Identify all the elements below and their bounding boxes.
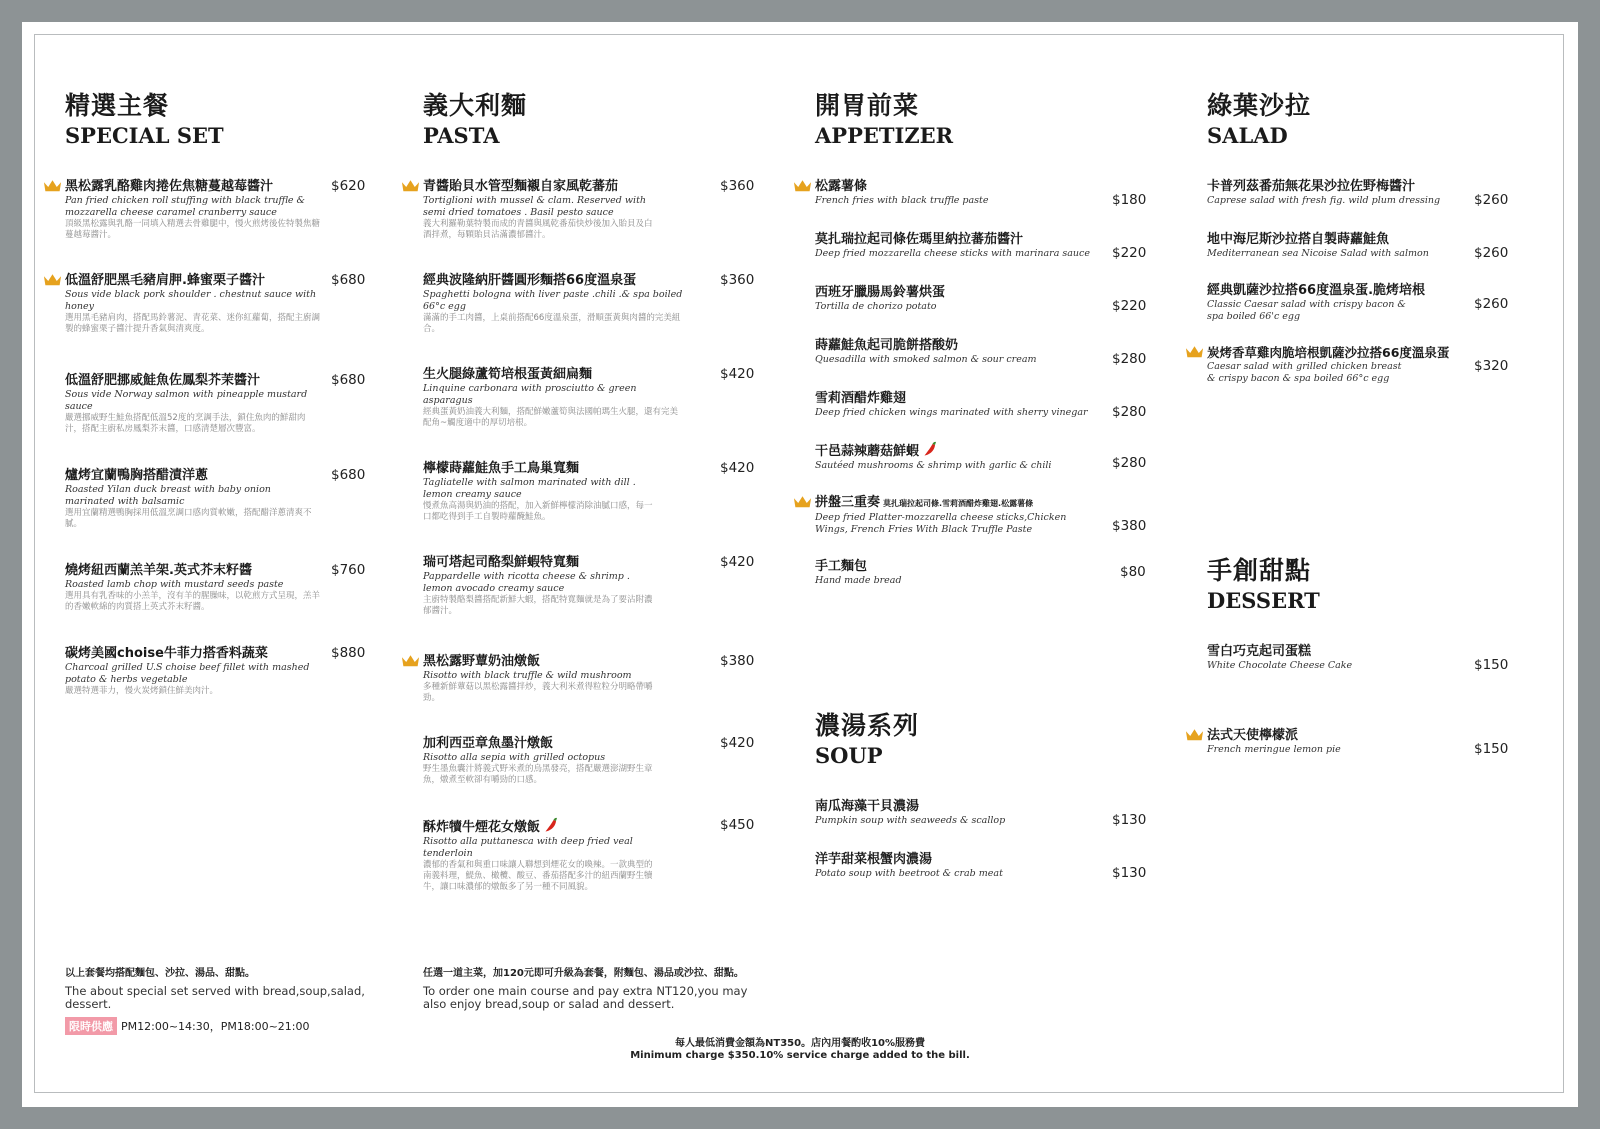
menu-item	[423, 735, 755, 786]
item-english: Tortilla de chorizo potato	[815, 301, 937, 312]
item-name: 瑞可塔起司酪梨鮮蝦特寬麵	[423, 555, 580, 570]
item-name: 雪莉酒醋炸雞翅	[815, 391, 907, 406]
special-set-section	[65, 90, 365, 697]
item-english: Roasted lamb chop with mustard seeds paste	[65, 579, 284, 590]
item-price: $150	[1474, 741, 1509, 757]
item-english: Deep fried mozzarella cheese sticks with marinara sauce	[815, 248, 1090, 259]
note-zh: 任選一道主菜，加120元即可升級為套餐，附麵包、湯品或沙拉、甜點。	[423, 968, 744, 979]
item-description: 選用宜蘭精選鴨胸採用低溫烹調口感肉質軟嫩，搭配醋洋蔥清爽不膩。	[65, 508, 312, 529]
item-name	[815, 441, 1095, 460]
item-price: $420	[720, 366, 755, 382]
menu-item	[1207, 178, 1509, 219]
item-name	[815, 494, 1075, 512]
crown-icon	[43, 273, 62, 287]
item-description: 多種新鮮蕈菇以黑松露醬拌炒，義大利米煮得粒粒分明略帶嚼勁。	[423, 682, 653, 703]
soup-section	[815, 710, 1155, 892]
item-english: Tortiglioni with mussel & clam. Reserved with semi dried tomatoes . Basil pesto sauce	[423, 195, 647, 218]
special-set-title-zh: 精選主餐	[65, 91, 170, 120]
item-description: 嚴選特選菲力，慢火炭烤鎖住鮮美肉汁。	[65, 686, 219, 696]
crown-icon	[43, 179, 62, 193]
menu-item	[815, 284, 1147, 325]
crown-icon	[401, 654, 420, 668]
salad-title-en: SALAD	[1207, 123, 1288, 148]
crown-icon	[793, 495, 812, 509]
item-english: Deep fried Platter-mozzarella cheese sticks,Chicken Wings, French Fries With Black Truffle Paste	[815, 512, 1067, 535]
menu-item	[65, 178, 366, 241]
item-price: $220	[1112, 298, 1147, 314]
item-price: $420	[720, 735, 755, 751]
menu-item	[65, 372, 366, 435]
appetizer-section	[815, 90, 1155, 599]
item-name: 西班牙臘腸馬鈴薯烘蛋	[815, 285, 946, 300]
item-price: $130	[1112, 865, 1147, 881]
menu-item	[815, 337, 1147, 378]
item-price: $260	[1474, 245, 1509, 261]
crown-icon	[1185, 345, 1204, 359]
item-english: Hand made bread	[815, 575, 902, 586]
item-description: 選用具有乳香味的小羔羊，沒有羊的腥臊味，以乾煎方式呈現，羔羊的香嫩軟綿的肉質搭上英式芥末籽醬。	[65, 591, 321, 612]
item-name: 黑松露野蕈奶油燉飯	[423, 654, 541, 669]
menu-item	[1207, 344, 1509, 396]
salad-title-zh: 綠葉沙拉	[1207, 91, 1312, 120]
item-english: Risotto alla sepia with grilled octopus	[423, 752, 606, 763]
item-english: Risotto alla puttanesca with deep fried veal tenderloin	[423, 836, 633, 859]
chili-pepper-icon	[544, 817, 558, 833]
item-english: Spaghetti bologna with liver paste .chili .& spa boiled 66°c egg	[423, 289, 683, 312]
item-name	[423, 817, 655, 836]
pasta-title-en: PASTA	[423, 123, 500, 148]
item-name: 炭烤香草雞肉脆培根凱薩沙拉搭66度溫泉蛋	[1207, 345, 1450, 360]
item-name: 低溫舒肥黑毛豬肩胛.蜂蜜栗子醬汁	[65, 273, 265, 288]
item-price: $360	[720, 178, 755, 194]
item-name: 檸檬蒔蘿鮭魚手工鳥巢寬麵	[423, 461, 580, 476]
menu-item	[1207, 231, 1509, 272]
item-description: 野生墨魚囊汁將義式野米煮的烏黑發亮，搭配嚴選澎湖野生章魚，燉煮至軟卻有嚼勁的口感。	[423, 764, 653, 785]
item-name: 蒔蘿鮭魚起司脆餅搭酸奶	[815, 338, 959, 353]
item-name: 爐烤宜蘭鴨胸搭醋漬洋蔥	[65, 468, 209, 483]
item-name: 經典凱薩沙拉搭66度溫泉蛋.脆烤培根	[1207, 283, 1426, 298]
item-description: 經典蛋黃奶油義大利麵，搭配鮮嫩蘆筍與法國帕瑪生火腿，還有完美配角~觸度適中的厚切培根。	[423, 407, 679, 428]
item-english: Sous vide Norway salmon with pineapple mustard sauce	[65, 389, 308, 412]
item-price: $80	[1120, 564, 1146, 580]
menu-item	[815, 178, 1147, 219]
item-price: $150	[1474, 657, 1509, 673]
dessert-title-zh: 手創甜點	[1207, 556, 1312, 585]
menu-item	[815, 494, 1147, 546]
item-name: 松露薯條	[815, 179, 868, 194]
menu-item	[1207, 727, 1509, 768]
item-price: $320	[1474, 358, 1509, 374]
item-name: 低溫舒肥挪威鮭魚佐鳳梨芥茉醬汁	[65, 373, 261, 388]
item-price: $280	[1112, 351, 1147, 367]
item-english: Quesadilla with smoked salmon & sour cream	[815, 354, 1037, 365]
item-description: 選用黑毛豬肩肉，搭配馬鈴薯泥、青花菜、迷你紅蘿蔔，搭配主廚調製的蜂蜜栗子醬汁提升香氣與清爽度。	[65, 313, 321, 334]
menu-item	[423, 366, 755, 429]
note-zh: 以上套餐均搭配麵包、沙拉、湯品、甜點。	[65, 968, 255, 979]
crown-icon	[1185, 728, 1204, 742]
menu-item	[423, 554, 755, 617]
item-description: 義大利羅勒葉特製而成的青醬與風乾番茄快炒後加入貽貝及白酒拌煮，每顆貽貝沾滿濃郁醬汁。	[423, 219, 653, 240]
hours-row	[65, 1015, 365, 1035]
item-description: 慢煮魚高湯與奶油的搭配，加入新鮮檸檬消除油膩口感，每一口都吃得到手工自製時蘿醃鮭魚。	[423, 501, 653, 522]
item-english: Charcoal grilled U.S choise beef fillet with mashed potato & herbs vegetable	[65, 662, 310, 685]
service-hours: PM12:00~14:30，PM18:00~21:00	[121, 1020, 310, 1033]
item-description: 嚴選挪威野生鮭魚搭配低溫52度的烹調手法，鎖住魚肉的鮮甜肉汁，搭配主廚私房鳳梨芥末醬，口感清楚層次豐富。	[65, 413, 306, 434]
crown-icon	[793, 179, 812, 193]
menu-item	[815, 231, 1147, 272]
item-english: Deep fried chicken wings marinated with sherry vinegar	[815, 407, 1088, 418]
item-description: 主廚特製酪梨醬搭配新鮮大蝦，搭配特寬麵就是為了要沾附濃郁醬汁。	[423, 595, 653, 616]
item-sub-note: 莫扎瑞拉起司條.雪莉酒醋炸雞翅.松露薯條	[883, 499, 1034, 508]
chili-pepper-icon	[923, 441, 937, 457]
item-english: Potato soup with beetroot & crab meat	[815, 868, 1003, 879]
item-price: $260	[1474, 192, 1509, 208]
item-description: 滿滿的手工肉醬，上桌前搭配66度溫泉蛋，滑順蛋黃與肉醬的完美組合。	[423, 313, 681, 334]
menu-item	[423, 460, 755, 523]
item-price: $680	[331, 467, 366, 483]
item-name: 莫扎瑞拉起司條佐瑪里納拉蕃茄醬汁	[815, 232, 1024, 247]
item-name: 青醬貽貝水管型麵襯自家風乾蕃茄	[423, 179, 619, 194]
menu-item	[815, 798, 1147, 839]
item-price: $380	[1112, 518, 1147, 534]
item-price: $420	[720, 460, 755, 476]
item-name: 南瓜海藻干貝濃湯	[815, 799, 920, 814]
menu-sheet	[22, 22, 1578, 1107]
item-description: 濃郁的香氣和與重口味讓人聯想到煙花女的喚辣。一款典型的南義料理，鯷魚、橄欖、酸豆、番茄搭配多汁的紐西蘭野生犢牛，讓口味濃郁的燉飯多了另一種不同風貌。	[423, 860, 653, 892]
item-name: 燒烤紐西蘭羔羊架.英式芥末籽醬	[65, 563, 252, 578]
item-price: $760	[331, 562, 366, 578]
item-english: Caprese salad with fresh fig. wild plum dressing	[1207, 195, 1441, 206]
item-name: 黑松露乳酪雞肉捲佐焦糖蔓越莓醬汁	[65, 179, 274, 194]
menu-item	[65, 562, 366, 613]
menu-item	[815, 441, 1147, 482]
item-english: Roasted Yilan duck breast with baby onion marinated with balsamic	[65, 484, 271, 507]
footer-zh: 每人最低消費金額為NT350。店內用餐酌收10%服務費	[675, 1038, 925, 1049]
item-name: 卡普列茲番茄無花果沙拉佐野梅醬汁	[1207, 179, 1416, 194]
item-price: $680	[331, 272, 366, 288]
item-english: Pappardelle with ricotta cheese & shrimp . lemon avocado creamy sauce	[423, 571, 630, 594]
item-price: $360	[720, 272, 755, 288]
pasta-section	[423, 90, 753, 893]
item-price: $680	[331, 372, 366, 388]
item-description: 頂級黑松露與乳酪一同填入精選去骨雞腿中，慢火煎烤後佐特製焦糖蔓越莓醬汁。	[65, 219, 321, 240]
item-english: Sous vide black pork shoulder . chestnut sauce with honey	[65, 289, 317, 312]
item-name: 生火腿綠蘆筍培根蛋黃細扁麵	[423, 367, 593, 382]
menu-item	[815, 390, 1147, 431]
dessert-section	[1207, 555, 1537, 768]
item-price: $420	[720, 554, 755, 570]
item-price: $260	[1474, 296, 1509, 312]
item-name: 碳烤美國choise牛菲力搭香料蔬菜	[65, 646, 268, 661]
menu-item	[65, 467, 366, 530]
salad-section	[1207, 90, 1537, 396]
menu-item	[423, 653, 755, 704]
item-name: 地中海尼斯沙拉搭自製蒔蘿鮭魚	[1207, 232, 1390, 247]
item-name-text: 酥炸犢牛煙花女燉飯	[423, 820, 541, 835]
item-name-text: 干邑蒜辣蘑菇鮮蝦	[815, 444, 920, 459]
item-english: French fries with black truffle paste	[815, 195, 989, 206]
item-english: Tagliatelle with salmon marinated with dill . lemon creamy sauce	[423, 477, 636, 500]
item-price: $620	[331, 178, 366, 194]
item-english: French meringue lemon pie	[1207, 744, 1341, 755]
item-price: $180	[1112, 192, 1147, 208]
menu-item	[815, 558, 1146, 599]
dessert-title-en: DESSERT	[1207, 588, 1320, 613]
note-en: The about special set served with bread,soup,salad, dessert.	[65, 984, 365, 1011]
special-set-title-en: SPECIAL SET	[65, 123, 224, 148]
item-english: Sautéed mushrooms & shrimp with garlic & chili	[815, 460, 1052, 471]
pasta-title-zh: 義大利麵	[423, 91, 528, 120]
item-name: 雪白巧克起司蛋糕	[1207, 644, 1312, 659]
limited-time-badge: 限時供應	[65, 1017, 117, 1035]
crown-icon	[401, 179, 420, 193]
menu-item	[65, 645, 366, 697]
note-en: To order one main course and pay extra NT120,you may also enjoy bread,soup or salad and dessert.	[423, 984, 748, 1011]
item-name: 洋芋甜菜根蟹肉濃湯	[815, 852, 933, 867]
item-english: Mediterranean sea Nicoise Salad with salmon	[1207, 248, 1429, 259]
soup-title-zh: 濃湯系列	[815, 711, 920, 740]
item-name: 加利西亞章魚墨汁燉飯	[423, 736, 554, 751]
item-name-text: 拼盤三重奏	[815, 495, 881, 510]
menu-item	[1207, 282, 1509, 334]
pasta-note	[423, 964, 753, 1011]
item-english: Linquine carbonara with prosciutto & green asparagus	[423, 383, 637, 406]
item-price: $280	[1112, 455, 1147, 471]
menu-item	[1207, 643, 1509, 684]
special-set-note	[65, 964, 365, 1035]
footer-en: Minimum charge $350.10% service charge added to the bill.	[630, 1050, 970, 1061]
item-price: $450	[720, 817, 755, 833]
item-name: 法式天使檸檬派	[1207, 728, 1299, 743]
minimum-charge-footer	[22, 1038, 1578, 1062]
item-price: $280	[1112, 404, 1147, 420]
appetizer-title-en: APPETIZER	[815, 123, 954, 148]
item-english: Pan fried chicken roll stuffing with black truffle & mozzarella cheese caramel cranberry sauce	[65, 195, 306, 218]
item-english: Pumpkin soup with seaweeds & scallop	[815, 815, 1006, 826]
item-english: Risotto with black truffle & wild mushroom	[423, 670, 632, 681]
item-english: Classic Caesar salad with crispy bacon & spa boiled 66'c egg	[1207, 299, 1406, 322]
item-english: Caesar salad with grilled chicken breast & crispy bacon & spa boiled 66°c egg	[1207, 361, 1402, 384]
item-price: $130	[1112, 812, 1147, 828]
appetizer-title-zh: 開胃前菜	[815, 91, 920, 120]
menu-item	[423, 272, 755, 335]
menu-item	[423, 178, 755, 241]
item-english: White Chocolate Cheese Cake	[1207, 660, 1353, 671]
menu-item	[423, 817, 755, 893]
soup-title-en: SOUP	[815, 743, 883, 768]
menu-item	[65, 272, 366, 335]
item-price: $880	[331, 645, 366, 661]
item-price: $380	[720, 653, 755, 669]
menu-item	[815, 851, 1147, 892]
item-name: 手工麵包	[815, 559, 868, 574]
item-price: $220	[1112, 245, 1147, 261]
item-name: 經典波隆納肝醬圓形麵搭66度溫泉蛋	[423, 273, 637, 288]
